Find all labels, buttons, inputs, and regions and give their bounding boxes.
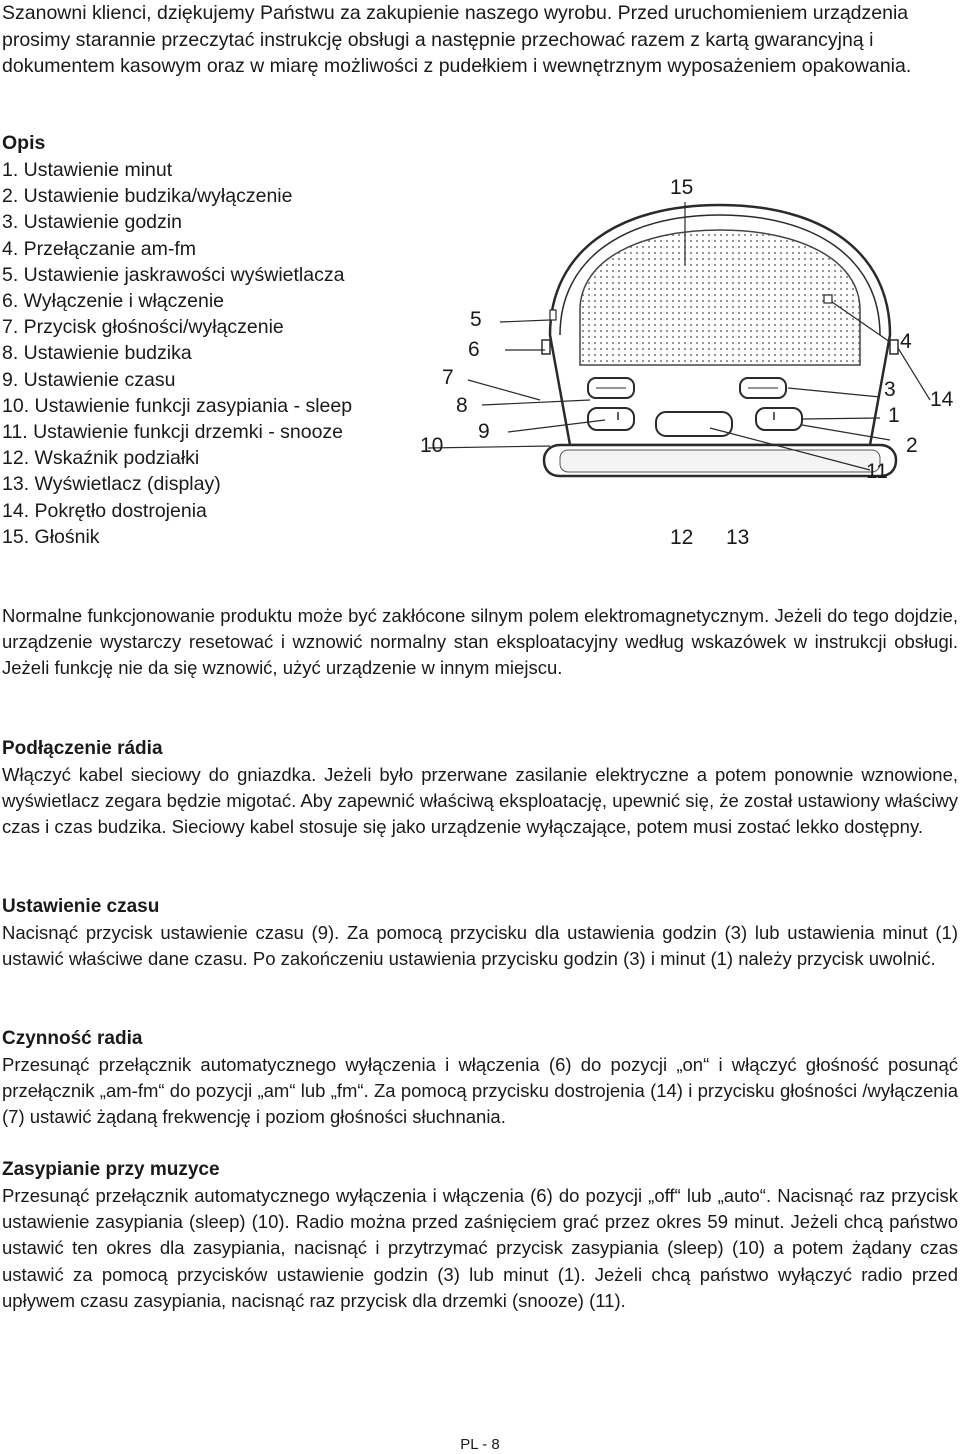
label-4: 4 — [900, 330, 912, 353]
label-7: 7 — [442, 366, 454, 389]
opis-item: 8. Ustawienie budzika — [2, 342, 192, 365]
label-12: 12 — [670, 526, 694, 549]
section-body: Przesunąć przełącznik automatycznego wyłączenia i włączenia (6) do pozycji „on“ i włączyć głośność posunąć przełącznik „am-fm“ do pozycji „am“ lub „fm“. Za pomocą przycisku dostrojenia (14) i przycisku głośności /wyłączenia (7) ustawić żądaną frekwencję i poziom głośności słuchnania. — [2, 1054, 958, 1128]
label-3: 3 — [884, 378, 896, 401]
opis-item: 6. Wyłączenie i włączenie — [2, 290, 225, 313]
section-body: Przesunąć przełącznik automatycznego wyłączenia i włączenia (6) do pozycji „off“ lub „auto“. Nacisnąć raz przycisk ustawienie zasypiania (sleep) (10). Radio można przed zaśnięciem grać przez okres 59 minut. Jeżeli chcą państwo ustawić ten okres dla zasypiania, nacisnąć i przytrzymać przycisk zasypiania (sleep) (10) a potem żądany czas ustawić za pomocą przycisków ustawienie godzin (3) lub minut (1). Jeżeli chcą państwo wyłączyć radio przed upływem czasu zasypiania, nacisnąć raz przycisk dla drzemki (snooze) (11). — [2, 1185, 958, 1311]
connection-section — [2, 736, 958, 841]
label-15: 15 — [670, 176, 694, 199]
radio-diagram — [400, 160, 960, 560]
section-heading: Ustawienie czasu — [2, 896, 160, 917]
intro-paragraph: Szanowni klienci, dziękujemy Państwu za zakupienie naszego wyrobu. Przed uruchomieniem urządzenia prosimy starannie przeczytać instrukcję obsługi a następnie przechować razem z kartą gwarancyjną i dokumentem kasowym oraz w miarę możliwości z pudełkiem i wewnętrznym wyposażeniem opakowania. — [2, 2, 912, 77]
opis-item: 4. Przełączanie am-fm — [2, 237, 196, 260]
radio-operation-section — [2, 1026, 958, 1131]
notice-section — [2, 603, 958, 682]
speaker-grille — [580, 230, 860, 365]
label-5: 5 — [470, 308, 482, 331]
opis-item: 14. Pokrętło dostrojenia — [2, 499, 207, 522]
button-time-set — [656, 412, 732, 436]
opis-item: 11. Ustawienie funkcji drzemki - snooze — [2, 421, 344, 444]
label-6: 6 — [468, 338, 480, 361]
opis-item: 12. Wskaźnik podziałki — [2, 447, 200, 470]
label-1: 1 — [888, 404, 900, 427]
label-14: 14 — [930, 388, 954, 411]
opis-item: 5. Ustawienie jaskrawości wyświetlacza — [2, 263, 345, 286]
notice-paragraph: Normalne funkcjonowanie produktu może być zakłócone silnym polem elektromagnetycznym. Jeżeli do tego dojdzie, urządzenie wystarczy resetować i wznowić normalny stan eksploatacyjny według wskazówek w instrukcji obsługi. Jeżeli funkcję nie da się wznowić, użyć urządzenie w innym miejscu. — [2, 605, 958, 679]
opis-item: 2. Ustawienie budzika/wyłączenie — [2, 185, 293, 208]
opis-item: 7. Przycisk głośności/wyłączenie — [2, 316, 284, 339]
button-minutes — [756, 408, 802, 430]
opis-item: 15. Głośnik — [2, 525, 100, 548]
button-alarm — [588, 408, 634, 430]
section-body: Nacisnąć przycisk ustawienie czasu (9). Za pomocą przycisku dla ustawienia godzin (3) lub ustawienia minut (1) ustawić właściwe dane czasu. Po zakończeniu ustawienia przycisku godzin (3) i minut (1) należy przycisk uwolnić. — [2, 922, 958, 970]
opis-item: 10. Ustawienie funkcji zasypiania - sleep — [2, 394, 353, 417]
section-heading: Zasypianie przy muzyce — [2, 1159, 220, 1180]
opis-item: 9. Ustawienie czasu — [2, 368, 176, 391]
opis-item: 3. Ustawienie godzin — [2, 211, 182, 234]
label-11: 11 — [866, 460, 888, 483]
section-heading: Czynność radia — [2, 1028, 143, 1049]
label-2: 2 — [906, 434, 918, 457]
label-9: 9 — [478, 420, 490, 443]
label-10: 10 — [420, 434, 444, 457]
opis-item: 1. Ustawienie minut — [2, 159, 173, 181]
right-knob — [890, 340, 898, 354]
label-13: 13 — [726, 526, 750, 549]
opis-heading: Opis — [2, 132, 46, 154]
label-8: 8 — [456, 394, 468, 417]
opis-list — [2, 157, 352, 550]
top-left-switch — [550, 310, 556, 320]
left-knob — [542, 340, 550, 354]
page-number: PL - 8 — [460, 1436, 500, 1453]
time-setting-section — [2, 894, 958, 972]
opis-item: 13. Wyświetlacz (display) — [2, 473, 221, 496]
sleep-section — [2, 1157, 958, 1314]
display-window — [560, 450, 880, 472]
section-heading: Podłączenie rádia — [2, 738, 163, 759]
top-right-switch — [824, 295, 832, 303]
section-body: Włączyć kabel sieciowy do gniazdka. Jeżeli było przerwane zasilanie elektryczne a potem ponownie wznowione, wyświetlacz zegara będzie migotać. Aby zapewnić właściwą eksploatację, upewnić się, że został ustawiony właściwy czas i czas budzika. Sieciowy kabel stosuje się jako urządzenie wyłączające, potem musi zostać lekko dostępny. — [2, 764, 958, 838]
